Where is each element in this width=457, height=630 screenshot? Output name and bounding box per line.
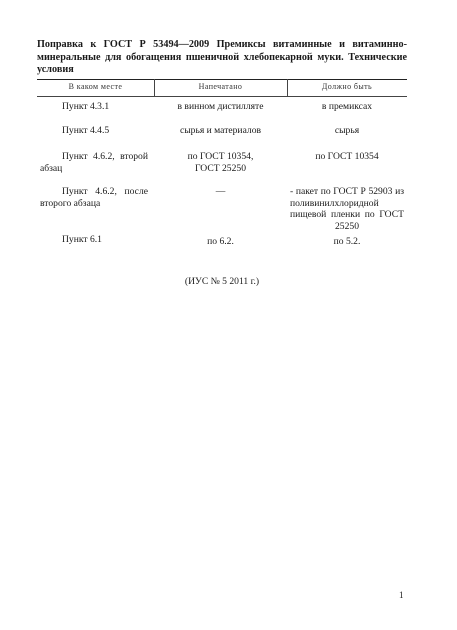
table-row-where: Пункт 4.6.2, второй абзац xyxy=(40,151,148,174)
table-top-rule xyxy=(37,79,407,80)
table-row-should-be: по 5.2. xyxy=(333,236,361,247)
table-row-where: Пункт 6.1 xyxy=(62,234,102,245)
table-row-printed: — xyxy=(215,186,226,197)
table-row-where: Пункт 4.3.1 xyxy=(62,101,110,112)
document-title: Поправка к ГОСТ Р 53494—2009 Премиксы витаминные и витаминно-минеральные для обогащения пшеничной хлебопекарной муки. Технические условия xyxy=(37,39,407,75)
page-number: 1 xyxy=(399,590,404,600)
table-row-printed: по 6.2. xyxy=(207,236,234,247)
source-note: (ИУС № 5 2011 г.) xyxy=(184,276,260,287)
table-row-where: Пункт 4.6.2, после второго абзаца xyxy=(40,186,148,209)
table-row-printed: в винном дистилляте xyxy=(177,101,264,112)
table-row-should-be: сырья xyxy=(334,125,360,136)
column-header-where: В каком месте xyxy=(68,82,123,91)
table-row-printed: по ГОСТ 10354, ГОСТ 25250 xyxy=(187,151,254,174)
table-row-where: Пункт 4.4.5 xyxy=(62,125,110,136)
table-row-should-be: в премиксах xyxy=(321,101,373,112)
header-bottom-rule xyxy=(37,96,407,97)
column-header-printed: Напечатано xyxy=(198,82,243,91)
column-header-should-be: Должно быть xyxy=(321,82,373,91)
table-row-should-be: - пакет по ГОСТ Р 52903 из поливинилхлоридной пищевой пленки по ГОСТ 25250 xyxy=(290,186,404,232)
table-row-printed: сырья и материалов xyxy=(179,125,262,136)
table-row-should-be: по ГОСТ 10354 xyxy=(315,151,379,162)
